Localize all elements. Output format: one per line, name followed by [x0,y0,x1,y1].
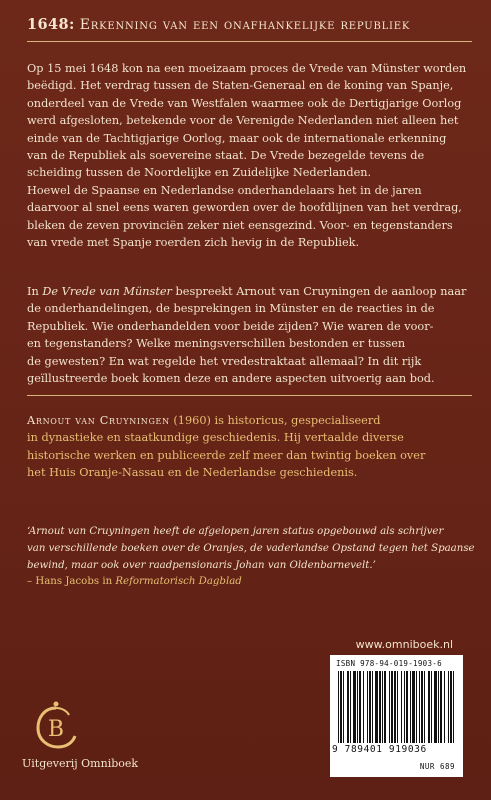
intro-line: van de Republiek als soevereine staat. De Vrede bezegelde tevens de [27,149,425,163]
barcode-stripe [382,671,383,743]
intro-line: Op 15 mei 1648 kon na een moeizaam proces de Vrede van Münster worden [27,62,467,75]
barcode-stripe [394,671,396,743]
quote-source-name: – Hans Jacobs [27,576,103,588]
author-line [27,412,475,429]
barcode-stripe [357,671,358,743]
publisher-name: Uitgeverij Omniboek [22,757,139,770]
review-quote [27,524,475,591]
barcode-stripe [419,671,420,743]
author-line: het Huis Oranje-Nassau en de Nederlandse geschiedenis. [27,466,358,480]
quote-source-publication: Reformatorisch Dagblad [115,576,242,588]
barcode-stripe [397,671,398,743]
quote-line: van verschillende boeken over de Oranjes, de vaderlandse Opstand tegen het Spaanse [27,542,475,554]
author-line: in dynastieke en staatkundige geschiedenis. Hij vertaalde diverse [27,431,404,445]
intro-line: daarvoor al snel eens waren geworden over de hoofdlijnen van het verdrag, [27,201,462,215]
barcode-stripe [401,671,402,743]
barcode-stripe [404,671,405,743]
intro-line: Hoewel de Spaanse en Nederlandse onderhandelaars het in de jaren [27,183,422,197]
summary-line: en tegenstanders? Welke meningsverschillen bestonden er tussen [27,337,406,351]
barcode-stripe [347,671,349,743]
cover-heading [27,16,410,33]
barcode-stripe [379,671,381,743]
barcode-digits: 9 789401 919036 [332,744,427,755]
barcode-stripe [359,671,361,743]
barcode-stripe [353,671,356,743]
barcode-stripe [367,671,368,743]
barcode-stripe [450,671,452,743]
barcode-stripe [421,671,423,743]
author-name: Arnout van Cruyningen [27,414,170,427]
author-rest: (1960) is historicus, gespecialiseerd [169,414,381,427]
book-title: De Vrede van Münster [42,285,172,298]
barcode-stripe [428,671,430,743]
isbn-barcode [330,655,463,777]
barcode-stripe [389,671,390,743]
svg-text:B: B [47,717,65,742]
barcode-stripe [438,671,439,743]
intro-line: onderdeel van de Vrede van Westfalen waarmee ook de Dertigjarige Oorlog [27,96,462,110]
publisher-website: www.omniboek.nl [355,638,453,651]
summary-line: de gewesten? En wat regelde het vredestraktaat allemaal? In dit rijk [27,354,422,368]
barcode-stripe [350,671,351,743]
barcode-stripe [343,671,344,743]
barcode-stripe [391,671,393,743]
barcode-stripe [424,671,425,743]
barcode-bars [336,671,457,743]
intro-line: beëdigd. Het verdrag tussen de Staten-Generaal en de koning van Spanje, [27,79,454,93]
intro-paragraph [27,60,475,251]
summary-prefix: In [27,285,43,298]
intro-line: werd afgesloten, betekende voor de Verenigde Nederlanden niet alleen het [27,114,459,128]
barcode-stripe [372,671,373,743]
barcode-stripe [448,671,449,743]
quote-source-in: in [102,576,116,588]
quote-source [27,574,475,591]
quote-line: ‘Arnout van Cruyningen heeft de afgelopen jaren status opgebouwd als schrijver [27,526,444,537]
author-divider [27,395,472,396]
summary-line: de onderhandelingen, de besprekingen in Münster en de reacties in de [27,302,435,316]
summary-rest: bespreekt Arnout van Cruyningen de aanloop naar [171,285,467,298]
barcode-stripe [440,671,442,743]
barcode-stripe [406,671,408,743]
intro-line: einde van de Tachtigjarige Oorlog, maar ook de internationale erkenning [27,131,447,145]
barcode-stripe [410,671,411,743]
barcode-stripe [444,671,445,743]
nur-code: NUR 689 [419,762,455,771]
summary-paragraph [27,283,475,387]
summary-line: geïllustreerde boek komen deze en andere aspecten uitvoerig aan bod. [27,372,435,386]
summary-line: Republiek. Wie onderhandelden voor beide zijden? Wie waren de voor- [27,319,434,333]
barcode-stripe [453,671,454,743]
barcode-stripe [375,671,378,743]
barcode-stripe [384,671,386,743]
intro-line: scheiding tussen de Noordelijke en Zuidelijke Nederlanden. [27,166,372,180]
publisher-logo-icon [34,700,78,750]
barcode-stripe [416,671,417,743]
heading-divider [27,41,472,42]
summary-line [27,283,475,300]
barcode-stripe [363,671,364,743]
intro-line: van vrede met Spanje roerden zich hevig in de Republiek. [27,236,360,250]
author-bio [27,412,475,482]
author-line: historische werken en publiceerde zelf meer dan twintig boeken over [27,448,426,462]
heading-year: 1648: [27,16,75,33]
isbn-text: ISBN 978-94-019-1903-6 [336,659,442,668]
intro-line: bleken de zeven provinciën zeker niet eensgezind. Voor- en tegenstanders [27,218,453,232]
barcode-stripe [340,671,342,743]
barcode-stripe [434,671,437,743]
barcode-stripe [431,671,432,743]
quote-line: bewind, maar ook over raadpensionaris Johan van Oldenbarnevelt.’ [27,559,376,571]
barcode-stripe [338,671,339,743]
barcode-stripe [369,671,371,743]
heading-title: Erkenning van een onafhankelijke republiek [79,17,411,33]
barcode-stripe [412,671,415,743]
